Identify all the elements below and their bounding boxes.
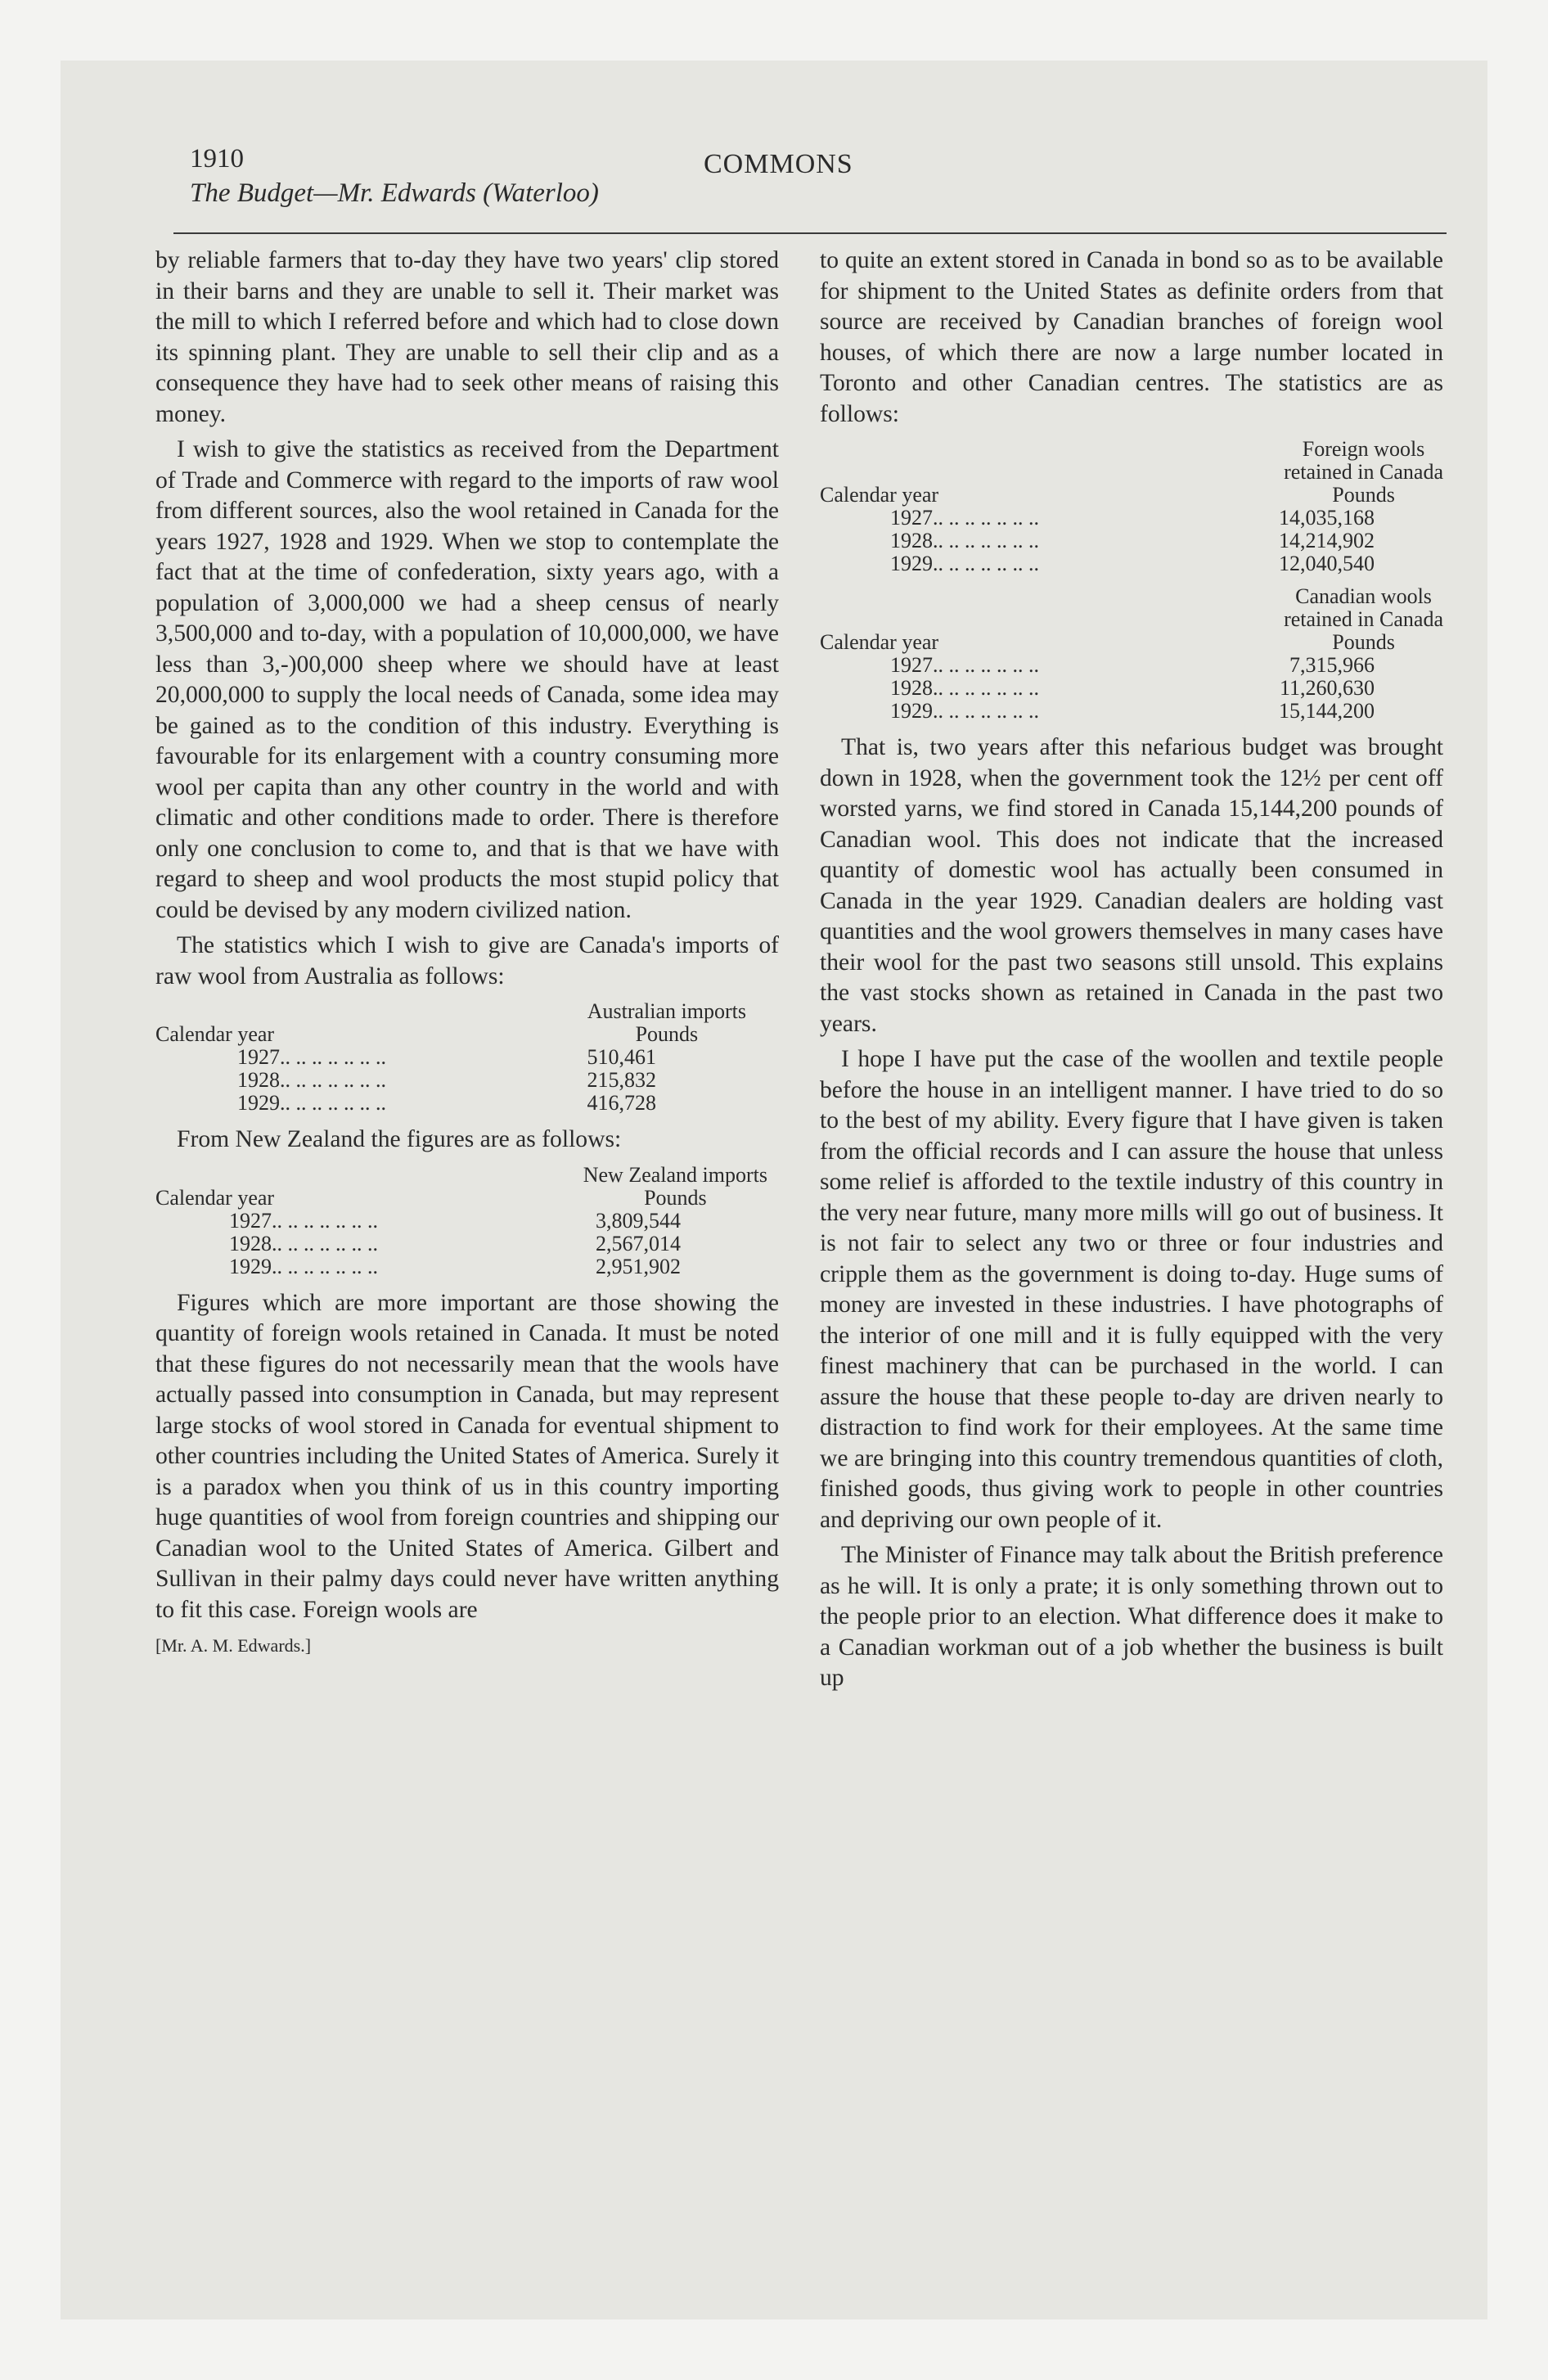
table-row: [155, 1092, 779, 1115]
table-cell-value: 14,214,902: [1279, 529, 1375, 552]
table-header-label: Australian imports: [587, 999, 746, 1023]
page-number: 1910: [190, 144, 244, 174]
table-cell-value: 7,315,966: [1289, 653, 1375, 677]
paragraph: Figures which are more important are those showing the quantity of foreign wools retained in Canada. It must be noted that these figures do not necessarily mean that the wools have actually passed into consumption in Canada, but may represent large stocks of wool stored in Canada for eventual shipment to other countries including the United States of America. Surely it is a paradox when you think of us in this country importing huge quantities of wool from foreign countries and shipping our Canadian wool to the United States of America. Gilbert and Sullivan in their palmy days could never have written anything to fit this case. Foreign wools are: [155, 1289, 779, 1623]
table-cell-year: 1929.. .. .. .. .. .. ..: [890, 552, 1039, 575]
table-header-label: New Zealand imports: [583, 1162, 767, 1187]
table-cell-value: 2,567,014: [596, 1231, 681, 1255]
table-cell-year: 1927.. .. .. .. .. .. ..: [890, 653, 1039, 677]
paragraph: That is, two years after this nefarious budget was brought down in 1928, when the government took the 12½ per cent off worsted yarns, we find stored in Canada 15,144,200 pounds of Canadian wool. This does not indicate that the increased quantity of domestic wool has actually been consumed in Canada in the year 1929. Canadian dealers are holding vast quantities and the wool growers themselves in many cases have their wool for the past two seasons still unsold. This explains the vast stocks shown as retained in Canada in the past two years.: [820, 734, 1443, 1037]
table-row: [820, 507, 1443, 530]
table-header-label: Canadian wools: [1295, 584, 1432, 608]
header-rule: [173, 232, 1447, 234]
table-header-year: Calendar year: [155, 1185, 275, 1210]
paragraph: The statistics which I wish to give are Canada's imports of raw wool from Australia as follows:: [155, 932, 779, 989]
paragraph: I wish to give the statistics as received from the Department of Trade and Commerce with regard to the imports of raw wool from different sources, also the wool retained in Canada for the years 1927, 1928 and 1929. When we stop to contemplate the fact that at the time of confederation, sixty years ago, with a population of 3,000,000 we had a sheep census of nearly 3,500,000 and to-day, with a population of 10,000,000, we have less than 3,-)00,000 sheep where we should have at least 20,000,000 to supply the local needs of Canada, some idea may be gained as to the condition of this industry. Everything is favourable for its enlargement with a country consuming more wool per capita than any other country in the world and with climatic and other conditions made to order. There is therefore only one conclusion to come to, and that is that we have with regard to sheep and wool products the most stupid policy that could be devised by any modern civilized nation.: [155, 436, 779, 923]
paragraph: to quite an extent stored in Canada in bond so as to be available for shipment to the United States as definite orders from that source are received by Canadian branches of foreign wool houses, of which there are now a large number located in Toronto and other Canadian centres. The statistics are as follows:: [820, 247, 1443, 427]
paragraph: I hope I have put the case of the woollen and textile people before the house in an intelligent manner. I have tried to do so to the best of my ability. Every figure that I have given is taken from the official records and I can assure the house that unless some relief is afforded to the textile industry of this country in the very near future, many more mills will go out of business. It is not fair to select any two or three or four industries and cripple them as the government is doing to-day. Huge sums of money are invested in these industries. I have photographs of the interior of one mill and it is fully equipped with the very finest machinery that can be purchased in the world. I can assure the house that these people to-day are driven nearly to distraction to find work for their employees. At the same time we are bringing into this country tremendous quantities of cloth, finished goods, thus giving work to people in other countries and depriving our own people of it.: [820, 1046, 1443, 1533]
table-cell-year: 1929.. .. .. .. .. .. ..: [237, 1091, 386, 1115]
table-header-unit: Pounds: [1332, 630, 1395, 654]
table-header-year: Calendar year: [820, 483, 939, 507]
table-header-value: [1284, 438, 1443, 507]
table-header-value: [587, 1000, 779, 1046]
table-cell-value: 510,461: [587, 1045, 656, 1069]
table-row: [820, 654, 1443, 677]
table-header-value: [1284, 585, 1443, 654]
table-row: [820, 530, 1443, 552]
table-cell-value: 11,260,630: [1279, 676, 1375, 700]
table-cell-year: 1927.. .. .. .. .. .. ..: [237, 1045, 386, 1069]
table-header-year: Calendar year: [820, 630, 939, 654]
table-header-unit: Pounds: [644, 1185, 707, 1210]
table-cell-year: 1928.. .. .. .. .. .. ..: [890, 676, 1039, 700]
table-cell-year: 1927.. .. .. .. .. .. ..: [890, 506, 1039, 530]
table-cell-year: 1929.. .. .. .. .. .. ..: [229, 1254, 378, 1278]
table-row: [820, 700, 1443, 723]
table-cell-value: 14,035,168: [1279, 506, 1375, 530]
table-row: [155, 1069, 779, 1092]
speaker-signature: [Mr. A. M. Edwards.]: [155, 1635, 312, 1656]
table-header-unit: Pounds: [635, 1022, 699, 1046]
table-cell-year: 1927.. .. .. .. .. .. ..: [229, 1208, 378, 1233]
table-header-label: retained in Canada: [1284, 460, 1443, 484]
new-zealand-imports-table: [155, 1164, 779, 1278]
table-cell-year: 1928.. .. .. .. .. .. ..: [890, 529, 1039, 552]
table-cell-year: 1928.. .. .. .. .. .. ..: [229, 1231, 378, 1255]
table-header-year: Calendar year: [155, 1022, 275, 1046]
table-cell-year: 1929.. .. .. .. .. .. ..: [890, 699, 1039, 723]
paragraph: The Minister of Finance may talk about the British preference as he will. It is only a prate; it is only something thrown out to the people prior to an election. What difference does it make to a Canadian workman out of a job whether the business is built up: [820, 1542, 1443, 1691]
running-title: The Budget—Mr. Edwards (Waterloo): [190, 178, 599, 208]
table-cell-value: 12,040,540: [1279, 552, 1375, 575]
right-column: [820, 246, 1443, 1699]
table-header-value: [583, 1164, 779, 1210]
table-row: [155, 1046, 779, 1069]
canadian-wools-table: [820, 585, 1443, 723]
table-header-unit: Pounds: [1332, 483, 1395, 507]
table-header-label: retained in Canada: [1284, 607, 1443, 631]
table-row: [155, 1233, 779, 1255]
table-cell-value: 215,832: [587, 1068, 656, 1092]
house-heading: COMMONS: [704, 149, 853, 179]
table-cell-value: 2,951,902: [596, 1254, 681, 1278]
table-cell-value: 416,728: [587, 1091, 656, 1115]
foreign-wools-table: [820, 438, 1443, 575]
table-row: [155, 1210, 779, 1233]
table-row: [155, 1255, 779, 1278]
table-row: [820, 552, 1443, 575]
paragraph: From New Zealand the figures are as follows:: [177, 1126, 622, 1152]
table-cell-value: 3,809,544: [596, 1208, 681, 1233]
table-cell-value: 15,144,200: [1279, 699, 1375, 723]
table-row: [820, 677, 1443, 700]
left-column: [155, 246, 779, 1661]
table-header-label: Foreign wools: [1302, 437, 1425, 461]
table-cell-year: 1928.. .. .. .. .. .. ..: [237, 1068, 386, 1092]
paragraph: by reliable farmers that to-day they have two years' clip stored in their barns and they are unable to sell it. Their market was the mill to which I referred before and which had to close down its spinning plant. They are unable to sell their clip and as a consequence they have had to seek other means of raising this money.: [155, 247, 779, 427]
australian-imports-table: [155, 1000, 779, 1115]
